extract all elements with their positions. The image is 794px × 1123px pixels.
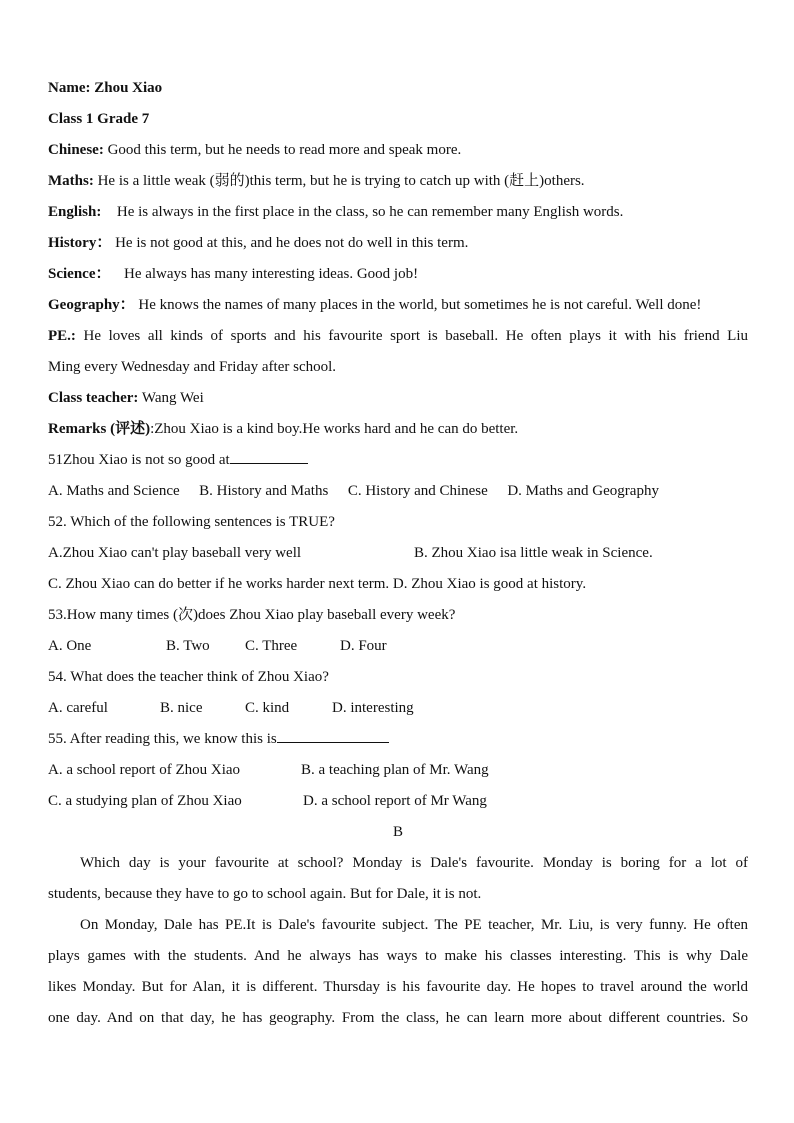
question-55 — [48, 728, 748, 759]
pe-comment-1: He loves all kinds of sports and his favourite sport is baseball. He often plays it with his friend Liu — [83, 328, 749, 344]
option-53-b[interactable]: B. Two — [166, 638, 210, 654]
question-51-text: 51Zhou Xiao is not so good at — [48, 452, 230, 468]
teacher-value: Wang Wei — [141, 390, 204, 406]
answer-blank-51[interactable] — [230, 449, 308, 464]
maths-comment: He is a little weak (弱的)this term, but he is trying to catch up with (赶上)others. — [97, 173, 585, 189]
question-52: 52. Which of the following sentences is TRUE? — [48, 514, 335, 530]
passage-b-p2-line-4: one day. And on that day, he has geography. From the class, he can learn more about different countries. So — [48, 1010, 748, 1026]
history-line — [48, 232, 748, 263]
question-51-options — [48, 480, 748, 511]
maths-label: Maths: — [48, 173, 94, 189]
option-51-b[interactable]: B. History and Maths — [199, 483, 329, 499]
option-54-a[interactable]: A. careful — [48, 700, 108, 716]
teacher-label: Class teacher: — [48, 390, 139, 406]
option-55-d[interactable]: D. a school report of Mr Wang — [303, 793, 487, 809]
option-55-b[interactable]: B. a teaching plan of Mr. Wang — [301, 762, 489, 778]
question-55-options-cd — [48, 790, 748, 821]
option-53-c[interactable]: C. Three — [245, 638, 298, 654]
chinese-label: Chinese: — [48, 142, 104, 158]
question-54: 54. What does the teacher think of Zhou Xiao? — [48, 669, 329, 685]
geography-line — [48, 294, 748, 325]
class-line: Class 1 Grade 7 — [48, 111, 150, 127]
english-comment: He is always in the first place in the class, so he can remember many English words. — [116, 204, 624, 220]
name-line — [48, 77, 748, 108]
chinese-line — [48, 139, 748, 170]
option-54-d[interactable]: D. interesting — [332, 700, 414, 716]
option-55-c[interactable]: C. a studying plan of Zhou Xiao — [48, 793, 242, 809]
pe-label: PE.: — [48, 328, 76, 344]
question-53: 53.How many times (次)does Zhou Xiao play baseball every week? — [48, 607, 456, 623]
history-comment: He is not good at this, and he does not do well in this term. — [115, 235, 469, 251]
geography-comment: He knows the names of many places in the world, but sometimes he is not careful. Well done! — [138, 297, 702, 313]
option-52-b[interactable]: B. Zhou Xiao isa little weak in Science. — [414, 545, 653, 561]
passage-b-p1-line-2: students, because they have to go to school again. But for Dale, it is not. — [48, 886, 482, 902]
science-label: Science： — [48, 266, 111, 282]
option-53-a[interactable]: A. One — [48, 638, 92, 654]
passage-b-p2-line-2: plays games with the students. And he always has ways to make his classes interesting. This is why Dale — [48, 948, 748, 964]
option-53-d[interactable]: D. Four — [340, 638, 387, 654]
chinese-comment: Good this term, but he needs to read more and speak more. — [107, 142, 462, 158]
worksheet-page — [48, 77, 748, 1038]
remarks-line — [48, 418, 748, 449]
question-51 — [48, 449, 748, 480]
passage-b-p2-line-1: On Monday, Dale has PE.It is Dale's favourite subject. The PE teacher, Mr. Liu, is very funny. He often — [80, 917, 748, 933]
remarks-text: :Zhou Xiao is a kind boy.He works hard and he can do better. — [150, 421, 519, 437]
answer-blank-55[interactable] — [277, 728, 389, 743]
question-55-text: 55. After reading this, we know this is — [48, 731, 277, 747]
section-heading-b: B — [392, 824, 403, 840]
geography-label: Geography： — [48, 297, 135, 313]
science-comment: He always has many interesting ideas. Good job! — [123, 266, 419, 282]
english-line — [48, 201, 748, 232]
option-51-d[interactable]: D. Maths and Geography — [507, 483, 659, 499]
pe-line-1 — [48, 325, 748, 356]
remarks-label: Remarks (评述) — [48, 421, 151, 437]
option-51-c[interactable]: C. History and Chinese — [347, 483, 488, 499]
name-value: Zhou Xiao — [94, 80, 163, 96]
option-54-b[interactable]: B. nice — [160, 700, 203, 716]
question-55-options-ab — [48, 759, 748, 790]
history-label: History： — [48, 235, 112, 251]
option-55-a[interactable]: A. a school report of Zhou Xiao — [48, 762, 241, 778]
question-52-options-ab — [48, 542, 748, 573]
option-52-a[interactable]: A.Zhou Xiao can't play baseball very well — [48, 545, 302, 561]
option-52-cd[interactable]: C. Zhou Xiao can do better if he works harder next term. D. Zhou Xiao is good at history. — [48, 576, 587, 592]
pe-line-2: Ming every Wednesday and Friday after school. — [48, 359, 337, 375]
question-53-options — [48, 635, 748, 666]
name-label: Name: — [48, 80, 91, 96]
maths-line — [48, 170, 748, 201]
question-54-options — [48, 697, 748, 728]
science-line — [48, 263, 748, 294]
teacher-line — [48, 387, 748, 418]
option-54-c[interactable]: C. kind — [245, 700, 290, 716]
passage-b-p2-line-3: likes Monday. But for Alan, it is different. Thursday is his favourite day. He hopes to travel around the world — [48, 979, 748, 995]
english-label: English: — [48, 204, 102, 220]
option-51-a[interactable]: A. Maths and Science — [48, 483, 180, 499]
passage-b-p1-line-1: Which day is your favourite at school? Monday is Dale's favourite. Monday is boring for a lot of — [80, 855, 748, 871]
